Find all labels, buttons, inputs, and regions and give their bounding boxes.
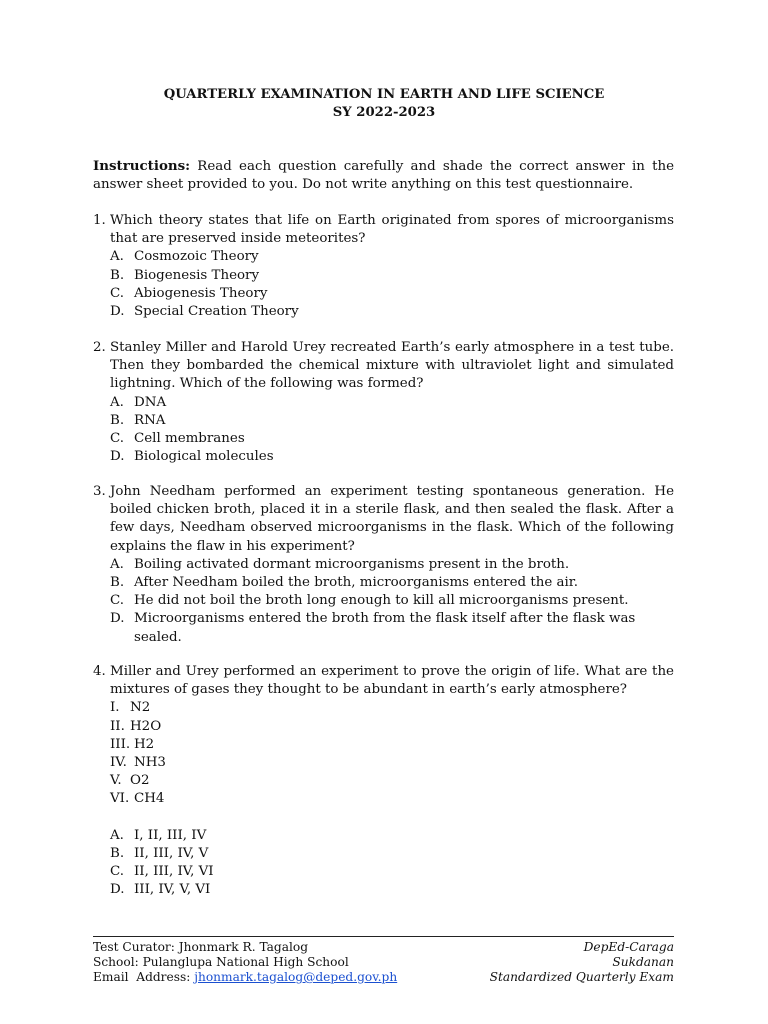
question-number: 2.	[93, 340, 106, 355]
question-1	[93, 212, 674, 321]
gas-item-1: I. N2	[110, 700, 151, 716]
option-d: D. III, IV, V, VI	[110, 882, 211, 898]
question-number: 3.	[93, 484, 106, 499]
option-d: D. Biological molecules	[110, 449, 274, 465]
email-link[interactable]: jhonmark.tagalog@deped.gov.ph	[194, 970, 398, 984]
option-b: B. After Needham boiled the broth, microorganisms entered the air.	[110, 575, 578, 591]
instructions-text: Read each question carefully and shade the correct answer in the answer sheet provided to you. Do not write anything on this test questionnaire.	[93, 159, 674, 193]
question-2	[93, 339, 674, 466]
option-a: A. Boiling activated dormant microorganisms present in the broth.	[110, 556, 570, 572]
option-c: C. II, III, IV, VI	[110, 864, 214, 880]
question-3	[93, 483, 674, 647]
region-label: DepEd-Caraga	[583, 940, 674, 954]
option-d: D. Special Creation Theory	[110, 304, 299, 320]
option-a: A. I, II, III, IV	[110, 827, 207, 843]
option-a: A. DNA	[110, 394, 167, 410]
option-d: D. Microorganisms entered the broth from the flask itself after the flask was sealed.	[110, 611, 636, 645]
option-b: B. Biogenesis Theory	[110, 267, 260, 283]
question-4	[93, 663, 674, 899]
gas-item-4: IV. NH3	[110, 755, 166, 771]
option-b: B. II, III, IV, V	[110, 845, 209, 861]
question-number: 1.	[93, 213, 106, 228]
option-a: A. Cosmozoic Theory	[110, 249, 259, 265]
gas-item-2: II. H2O	[110, 718, 162, 734]
option-b: B. RNA	[110, 412, 166, 428]
footer-right	[414, 940, 674, 985]
test-curator: Test Curator: Jhonmark R. Tagalog	[93, 940, 309, 954]
option-c: C. Abiogenesis Theory	[110, 285, 268, 301]
question-text: Stanley Miller and Harold Urey recreated Earth’s early atmosphere in a test tube. Then they bombarded the chemical mixture with ultraviolet light and simulated lightning. Which of the following was formed?	[110, 340, 674, 392]
question-text: Miller and Urey performed an experiment to prove the origin of life. What are the mixtures of gases they thought to be abundant in earth’s early atmosphere?	[110, 664, 674, 698]
school-name: School: Pulanglupa National High School	[93, 955, 349, 969]
instructions	[93, 157, 674, 194]
footer-divider	[93, 936, 674, 937]
option-c: C. He did not boil the broth long enough to kill all microorganisms present.	[110, 593, 629, 609]
question-text: Which theory states that life on Earth originated from spores of microorganisms that are preserved inside meteorites?	[110, 213, 674, 247]
gas-item-3: III. H2	[110, 736, 155, 752]
question-number: 4.	[93, 664, 106, 679]
email-label: Email Address:	[93, 970, 195, 984]
gas-item-6: VI. CH4	[110, 791, 165, 807]
gas-item-5: V. O2	[110, 773, 150, 789]
exam-type-label: Standardized Quarterly Exam	[489, 970, 674, 984]
option-c: C. Cell membranes	[110, 431, 245, 447]
sukdanan-label: Sukdanan	[612, 955, 674, 969]
school-year: SY 2022-2023	[332, 105, 436, 120]
question-text: John Needham performed an experiment testing spontaneous generation. He boiled chicken broth, placed it in a sterile flask, and then sealed the flask. After a few days, Needham observed microorganisms in the flask. Which of the following explains the flaw in his experiment?	[110, 484, 674, 554]
instructions-label: Instructions:	[93, 158, 191, 174]
exam-title: QUARTERLY EXAMINATION IN EARTH AND LIFE SCIENCE	[163, 87, 605, 102]
